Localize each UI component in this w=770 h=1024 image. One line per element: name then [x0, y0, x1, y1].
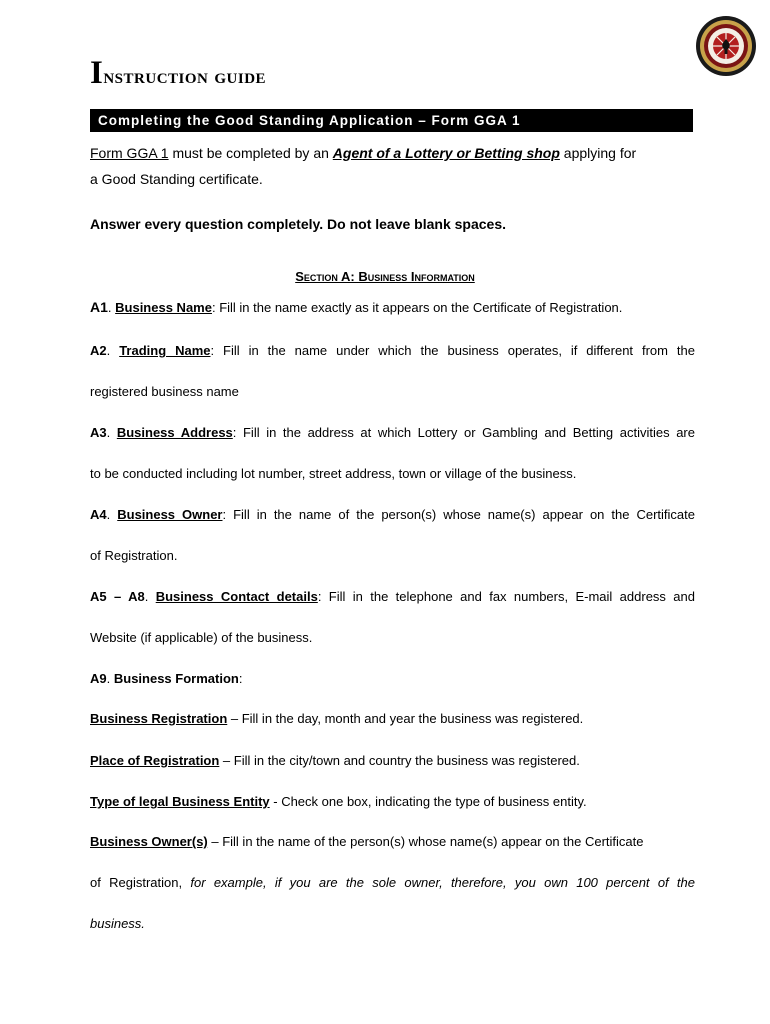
intro-line-1: Form GGA 1 must be completed by an Agent of a Lottery or Betting shop applying for [90, 145, 637, 161]
item-a2: A2. Trading Name: Fill in the name under which the business operates, if different from the [90, 343, 695, 358]
page-title: Instruction guide [90, 55, 267, 91]
item-business-registration: Business Registration – Fill in the day, month and year the business was registered. [90, 711, 584, 726]
section-banner: Completing the Good Standing Application – Form GGA 1 [90, 109, 693, 132]
item-legal-entity: Type of legal Business Entity - Check one box, indicating the type of business entity. [90, 794, 587, 809]
item-a9: A9. Business Formation: [90, 671, 243, 686]
item-business-owners: Business Owner(s) – Fill in the name of the person(s) whose name(s) appear on the Certificate [90, 834, 644, 849]
item-a5-a8: A5 – A8. Business Contact details: Fill in the telephone and fax numbers, E-mail address and [90, 589, 695, 604]
item-a5-a8-cont: Website (if applicable) of the business. [90, 630, 313, 645]
instruction-text: Answer every question completely. Do not leave blank spaces. [90, 216, 507, 232]
item-a3: A3. Business Address: Fill in the address at which Lottery or Gambling and Betting activities are [90, 425, 695, 440]
item-a3-cont: to be conducted including lot number, street address, town or village of the business. [90, 466, 577, 481]
section-a-heading: Section A: Business Information [295, 269, 475, 284]
item-business-owners-cont: of Registration, for example, if you are the sole owner, therefore, you own 100 percent of the [90, 875, 696, 890]
item-business-owners-cont2: business. [90, 916, 145, 931]
item-a1: A1. Business Name: Fill in the name exactly as it appears on the Certificate of Registration. [90, 299, 623, 315]
item-a2-cont: registered business name [90, 384, 239, 399]
intro-line-2: a Good Standing certificate. [90, 171, 263, 187]
item-a4: A4. Business Owner: Fill in the name of the person(s) whose name(s) appear on the Certificate [90, 507, 695, 522]
item-a4-cont: of Registration. [90, 548, 178, 563]
item-place-of-registration: Place of Registration – Fill in the city/town and country the business was registered. [90, 753, 580, 768]
gaming-authority-seal-icon [695, 15, 757, 77]
